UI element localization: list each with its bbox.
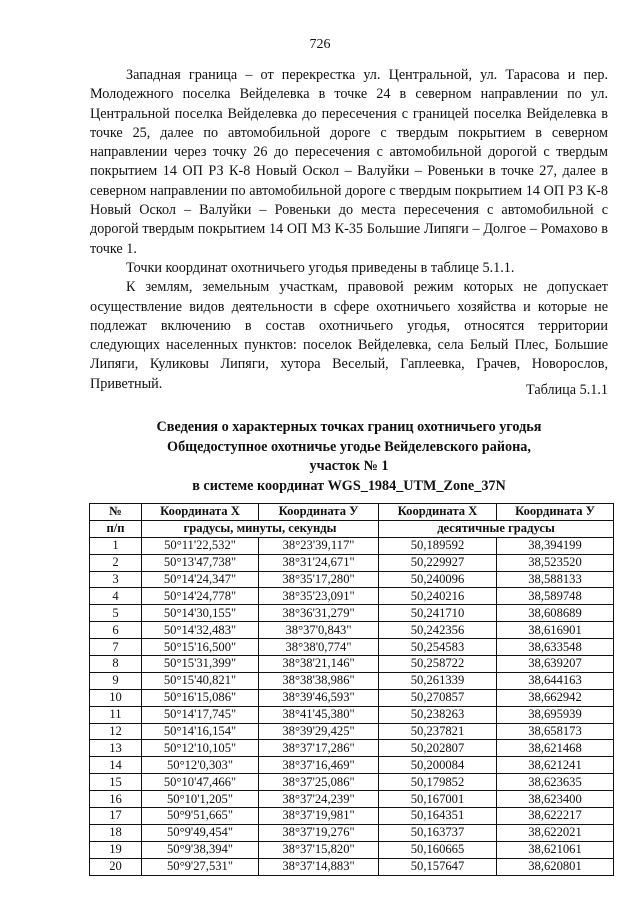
page-number: 726 [309, 37, 331, 52]
table-row [90, 774, 614, 791]
table-row [90, 791, 614, 808]
table-row [90, 757, 614, 774]
table-cell: 38,394199 [497, 537, 614, 554]
table-cell: 38,639207 [497, 656, 614, 673]
table-cell: 50°16'15,086" [142, 689, 259, 706]
table-cell: 38,623400 [497, 791, 614, 808]
table-cell: 50°14'24,347" [142, 571, 259, 588]
table-row [90, 841, 614, 858]
table-cell: 50,202807 [379, 740, 497, 757]
table-row [90, 537, 614, 554]
table-cell: 50,254583 [379, 639, 497, 656]
table-cell: 38°38'21,146" [259, 656, 379, 673]
paragraph-excluded-lands: К землям, земельным участкам, правовой режим которых не допускает осуществление видов деятельности в сфере охотничьего хозяйства и которые не подлежат включению в состав охотничьего угодья, относятся территории следующих населенных пунктов: поселок Вейделевка, села Белый Плес, Большие Липяги, Куликовы Липяги, хутора Веселый, Гаплеевка, Грачев, Новорослов, Приветный. [90, 279, 608, 392]
table-cell: 18 [90, 824, 142, 841]
table-cell: 38,623635 [497, 774, 614, 791]
table-cell: 38°37'0,843" [259, 622, 379, 639]
table-cell: 50°9'27,531" [142, 858, 259, 875]
table-cell: 10 [90, 689, 142, 706]
table-cell: 5 [90, 605, 142, 622]
table-cell: 38°31'24,671" [259, 554, 379, 571]
table-cell: 38,633548 [497, 639, 614, 656]
table-cell: 50,258722 [379, 656, 497, 673]
table-cell: 50°14'16,154" [142, 723, 259, 740]
header-cell: Координата У [259, 504, 379, 521]
table-cell: 38°36'31,279" [259, 605, 379, 622]
table-cell: 38°41'45,380" [259, 706, 379, 723]
table-cell: 38°35'23,091" [259, 588, 379, 605]
table-row [90, 639, 614, 656]
table-cell: 50°12'10,105" [142, 740, 259, 757]
table-cell: 38°39'29,425" [259, 723, 379, 740]
table-cell: 50,261339 [379, 672, 497, 689]
table-cell: 8 [90, 656, 142, 673]
header-cell: десятичные градусы [379, 520, 614, 537]
table-cell: 4 [90, 588, 142, 605]
table-cell: 3 [90, 571, 142, 588]
table-cell: 50°10'1,205" [142, 791, 259, 808]
table-header [90, 504, 614, 538]
table-cell: 38°37'15,820" [259, 841, 379, 858]
table-cell: 38,621468 [497, 740, 614, 757]
table-cell: 9 [90, 672, 142, 689]
table-title [90, 418, 608, 496]
table-cell: 50°10'47,466" [142, 774, 259, 791]
table-cell: 50,242356 [379, 622, 497, 639]
table-cell: 38°37'24,239" [259, 791, 379, 808]
table-cell: 50,200084 [379, 757, 497, 774]
table-cell: 50,240216 [379, 588, 497, 605]
body-text [90, 66, 608, 394]
table-cell: 38°37'16,469" [259, 757, 379, 774]
paragraph-west-boundary: Западная граница – от перекрестка ул. Центральной, ул. Тарасова и пер. Молодежного поселка Вейделевка в точке 24 в северном направлении по ул. Центральной поселка Вейделевка до пересечения с границей поселка Вейделевка в точке 25, далее по автомобильной дороге с твердым покрытием в северном направлении через точку 26 до пересечения с автомобильной дорогой с твердым покрытием 14 ОП РЗ К-8 Новый Оскол – Валуйки – Ровеньки в точке 27, далее в северном направлении по автомобильной дороге с твердым покрытием 14 ОП РЗ К-8 Новый Оскол – Валуйки – Ровеньки до места пересечения с автомобильной с дорогой твердым покрытием 14 ОП МЗ К-35 Большие Липяги – Долгое – Ромахово в точке 1. [90, 67, 608, 257]
table-row [90, 554, 614, 571]
table-cell: 38,608689 [497, 605, 614, 622]
table-cell: 50,167001 [379, 791, 497, 808]
table-cell: 50,241710 [379, 605, 497, 622]
table-cell: 38,620801 [497, 858, 614, 875]
table-cell: 50°9'51,665" [142, 808, 259, 825]
table-cell: 50°14'32,483" [142, 622, 259, 639]
table-row [90, 571, 614, 588]
table-header-row [90, 504, 614, 521]
table-cell: 38°35'17,280" [259, 571, 379, 588]
table-cell: 38,523520 [497, 554, 614, 571]
table-title-line: Сведения о характерных точках границ охотничьего угодья [156, 419, 542, 435]
table-cell: 50°15'31,399" [142, 656, 259, 673]
table-cell: 50°15'40,821" [142, 672, 259, 689]
table-row [90, 706, 614, 723]
table-caption: Таблица 5.1.1 [526, 382, 608, 398]
table-row [90, 723, 614, 740]
table-cell: 50,179852 [379, 774, 497, 791]
header-cell: п/п [90, 520, 142, 537]
table-cell: 38°38'0,774" [259, 639, 379, 656]
table-row [90, 605, 614, 622]
table-cell: 50,164351 [379, 808, 497, 825]
table-cell: 50,240096 [379, 571, 497, 588]
table-cell: 50,189592 [379, 537, 497, 554]
table-cell: 38,662942 [497, 689, 614, 706]
table-row [90, 824, 614, 841]
table-cell: 15 [90, 774, 142, 791]
table-cell: 50°14'17,745" [142, 706, 259, 723]
table-row [90, 588, 614, 605]
table-cell: 50,238263 [379, 706, 497, 723]
table-row [90, 808, 614, 825]
header-cell: Координата Х [379, 504, 497, 521]
table-cell: 16 [90, 791, 142, 808]
table-cell: 50,229927 [379, 554, 497, 571]
table-body [90, 537, 614, 875]
table-cell: 19 [90, 841, 142, 858]
table-cell: 50°11'22,532" [142, 537, 259, 554]
table-cell: 7 [90, 639, 142, 656]
table-title-line: Общедоступное охотничье угодье Вейделевского района, [167, 438, 531, 455]
table-cell: 50°14'30,155" [142, 605, 259, 622]
paragraph-points-reference: Точки координат охотничьего угодья приведены в таблице 5.1.1. [126, 259, 515, 276]
table-cell: 50°13'47,738" [142, 554, 259, 571]
table-cell: 38°37'19,981" [259, 808, 379, 825]
table-cell: 38,658173 [497, 723, 614, 740]
table-cell: 38°37'17,286" [259, 740, 379, 757]
table-cell: 38,621061 [497, 841, 614, 858]
table-cell: 1 [90, 537, 142, 554]
table-cell: 12 [90, 723, 142, 740]
table-cell: 13 [90, 740, 142, 757]
table-row [90, 689, 614, 706]
table-row [90, 740, 614, 757]
table-cell: 38°39'46,593" [259, 689, 379, 706]
table-header-row [90, 520, 614, 537]
table-row [90, 672, 614, 689]
header-cell: Координата У [497, 504, 614, 521]
table-cell: 38,616901 [497, 622, 614, 639]
table-cell: 38,589748 [497, 588, 614, 605]
table-title-line: участок № 1 [309, 458, 389, 474]
header-cell: Координата Х [142, 504, 259, 521]
table-row [90, 656, 614, 673]
table-cell: 38,621241 [497, 757, 614, 774]
header-cell: градусы, минуты, секунды [142, 520, 379, 537]
table-cell: 50,163737 [379, 824, 497, 841]
table-cell: 50,270857 [379, 689, 497, 706]
table-cell: 6 [90, 622, 142, 639]
table-cell: 50°12'0,303" [142, 757, 259, 774]
table-cell: 20 [90, 858, 142, 875]
table-cell: 2 [90, 554, 142, 571]
table-cell: 38°38'38,986" [259, 672, 379, 689]
table-cell: 11 [90, 706, 142, 723]
table-cell: 38,622217 [497, 808, 614, 825]
table-cell: 38,695939 [497, 706, 614, 723]
table-cell: 50,157647 [379, 858, 497, 875]
coordinates-table [89, 503, 614, 876]
table-row [90, 858, 614, 875]
table-cell: 50°15'16,500" [142, 639, 259, 656]
table-cell: 38°37'25,086" [259, 774, 379, 791]
table-cell: 38°37'14,883" [259, 858, 379, 875]
table-cell: 38°23'39,117" [259, 537, 379, 554]
table-cell: 17 [90, 808, 142, 825]
table-cell: 50°9'49,454" [142, 824, 259, 841]
table-row [90, 622, 614, 639]
table-cell: 38°37'19,276" [259, 824, 379, 841]
table-cell: 14 [90, 757, 142, 774]
table-cell: 50°9'38,394" [142, 841, 259, 858]
table-cell: 50,160665 [379, 841, 497, 858]
table-cell: 38,588133 [497, 571, 614, 588]
table-cell: 50°14'24,778" [142, 588, 259, 605]
table-title-line: в системе координат WGS_1984_UTM_Zone_37N [192, 477, 506, 494]
table-cell: 38,622021 [497, 824, 614, 841]
header-cell: № [90, 504, 142, 521]
table-cell: 38,644163 [497, 672, 614, 689]
table-cell: 50,237821 [379, 723, 497, 740]
